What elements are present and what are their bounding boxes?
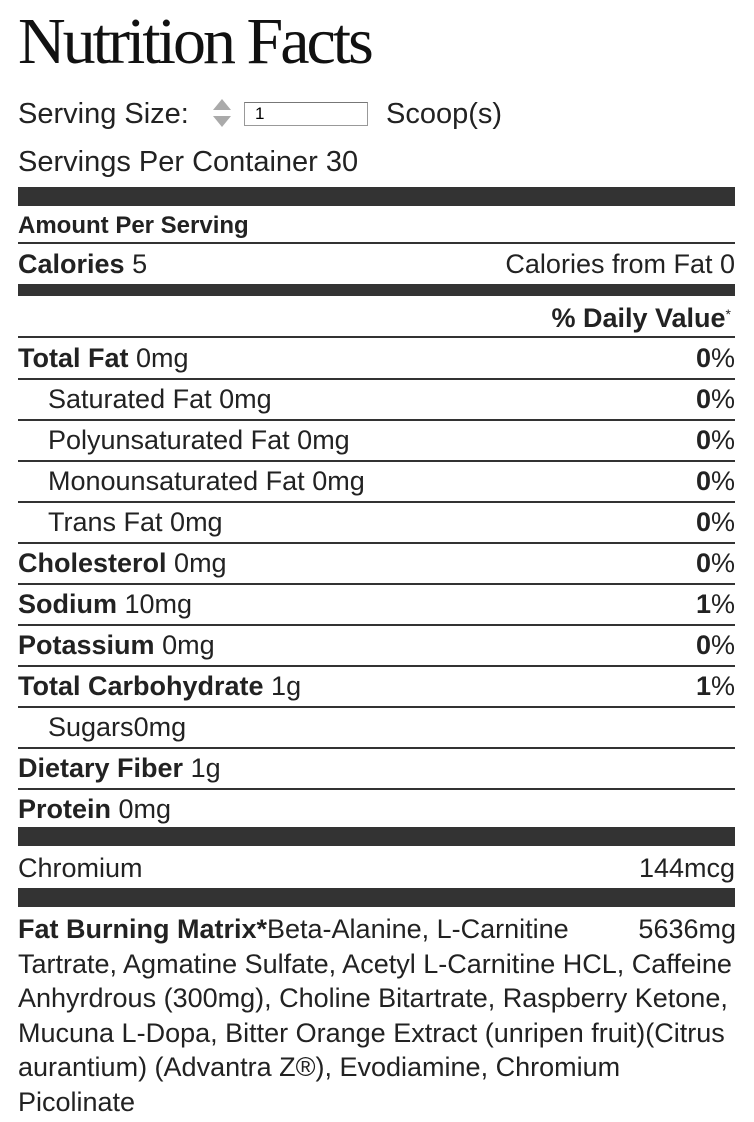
nutrient-name: Total Fat — [18, 343, 129, 373]
nutrient-dv: 0 — [695, 466, 711, 496]
nutrient-amount: 1g — [190, 753, 221, 783]
nutrient-dv: 0 — [695, 343, 711, 373]
nutrient-name: Polyunsaturated Fat — [48, 425, 290, 455]
nutrient-amount: 0mg — [297, 425, 350, 455]
servings-per-container: Servings Per Container 30 — [18, 146, 359, 178]
nutrient-name: Sugars — [48, 712, 134, 742]
nutrient-row-monounsaturated-fat — [18, 461, 735, 503]
calories-value: 5 — [132, 249, 148, 279]
nutrient-name: Trans Fat — [48, 507, 163, 537]
nutrient-dv: 1 — [695, 589, 711, 619]
nutrient-dv: 0 — [695, 630, 711, 660]
nutrient-dv: 0 — [695, 507, 711, 537]
nutrient-row-saturated-fat — [18, 379, 735, 421]
percent-sign: % — [710, 671, 735, 701]
percent-sign: % — [710, 630, 735, 660]
daily-value-asterisk: * — [725, 306, 731, 322]
nutrient-name: Sodium — [18, 589, 117, 619]
nutrient-dv: 0 — [695, 548, 711, 578]
nutrient-row-dietary-fiber — [18, 748, 735, 790]
serving-size-label: Serving Size: — [18, 98, 189, 130]
nutrient-amount: 0mg — [312, 466, 365, 496]
amount-per-serving-row — [18, 206, 735, 244]
matrix-ingredients-start: Beta-Alanine, L-Carnitine — [267, 914, 569, 944]
thick-divider — [18, 187, 735, 206]
matrix-first-line — [18, 912, 623, 947]
nutrient-amount: 1g — [271, 671, 302, 701]
serving-unit: Scoop(s) — [386, 98, 503, 130]
nutrient-row-cholesterol — [18, 543, 735, 585]
nutrient-name: Dietary Fiber — [18, 753, 184, 783]
thick-divider — [18, 827, 735, 846]
nutrient-row-sodium — [18, 584, 735, 626]
nutrient-amount: 0mg — [136, 343, 189, 373]
thick-divider — [18, 888, 735, 907]
nutrient-name: Cholesterol — [18, 548, 167, 578]
daily-value-header-row — [18, 296, 735, 338]
chromium-name: Chromium — [18, 853, 143, 883]
nutrient-row-sugars — [18, 707, 735, 749]
serving-quantity-input[interactable] — [244, 102, 368, 126]
medium-divider — [18, 286, 735, 296]
nutrient-row-total-carbohydrate — [18, 666, 735, 708]
calories-row — [18, 244, 735, 286]
percent-sign: % — [710, 343, 735, 373]
nutrient-amount: 10mg — [124, 589, 193, 619]
stepper-arrows-icon[interactable] — [211, 97, 233, 129]
nutrient-row-polyunsaturated-fat — [18, 420, 735, 462]
nutrient-name: Monounsaturated Fat — [48, 466, 305, 496]
nutrient-amount: 0mg — [162, 630, 215, 660]
nutrient-name: Protein — [18, 794, 112, 824]
calories-label: Calories — [18, 249, 125, 279]
percent-sign: % — [710, 507, 735, 537]
percent-sign: % — [710, 425, 735, 455]
matrix-name: Fat Burning Matrix* — [18, 914, 268, 944]
chromium-amount: 144mcg — [638, 853, 735, 883]
nutrient-name: Potassium — [18, 630, 155, 660]
nutrient-name: Saturated Fat — [48, 384, 212, 414]
amount-per-serving: Amount Per Serving — [18, 212, 249, 239]
nutrient-amount: 0mg — [219, 384, 272, 414]
nutrient-amount: 0mg — [174, 548, 227, 578]
percent-sign: % — [710, 384, 735, 414]
chromium-row — [18, 848, 735, 888]
nutrient-amount: 0mg — [133, 712, 187, 742]
calories-from-fat: Calories from Fat 0 — [505, 249, 735, 279]
nutrient-row-trans-fat — [18, 502, 735, 544]
nutrient-dv: 0 — [695, 425, 711, 455]
nutrient-row-protein — [18, 789, 735, 829]
matrix-ingredients-rest: Tartrate, Agmatine Sulfate, Acetyl L-Carnitine HCL, Caffeine Anhyrdrous (300mg), Choline Bitartrate, Raspberry Ketone, Mucuna L-Dopa, Bitter Orange Extract (unripen fruit)(Citrus aurantium) (Advantra Z®), Evodiamine, Chromium Picolinate — [18, 948, 732, 1117]
daily-value-header: % Daily Value — [551, 303, 726, 333]
fat-burning-matrix — [18, 912, 736, 1120]
percent-sign: % — [710, 548, 735, 578]
nutrient-dv: 1 — [695, 671, 711, 701]
nutrient-dv: 0 — [695, 384, 711, 414]
matrix-amount: 5636mg — [638, 914, 736, 944]
nutrient-row-potassium — [18, 625, 735, 667]
nutrient-amount: 0mg — [118, 794, 172, 824]
percent-sign: % — [710, 589, 735, 619]
nutrient-row-total-fat — [18, 338, 735, 380]
page-title: Nutrition Facts — [18, 5, 371, 78]
percent-sign: % — [710, 466, 735, 496]
nutrient-name: Total Carbohydrate — [18, 671, 264, 701]
nutrient-amount: 0mg — [170, 507, 223, 537]
